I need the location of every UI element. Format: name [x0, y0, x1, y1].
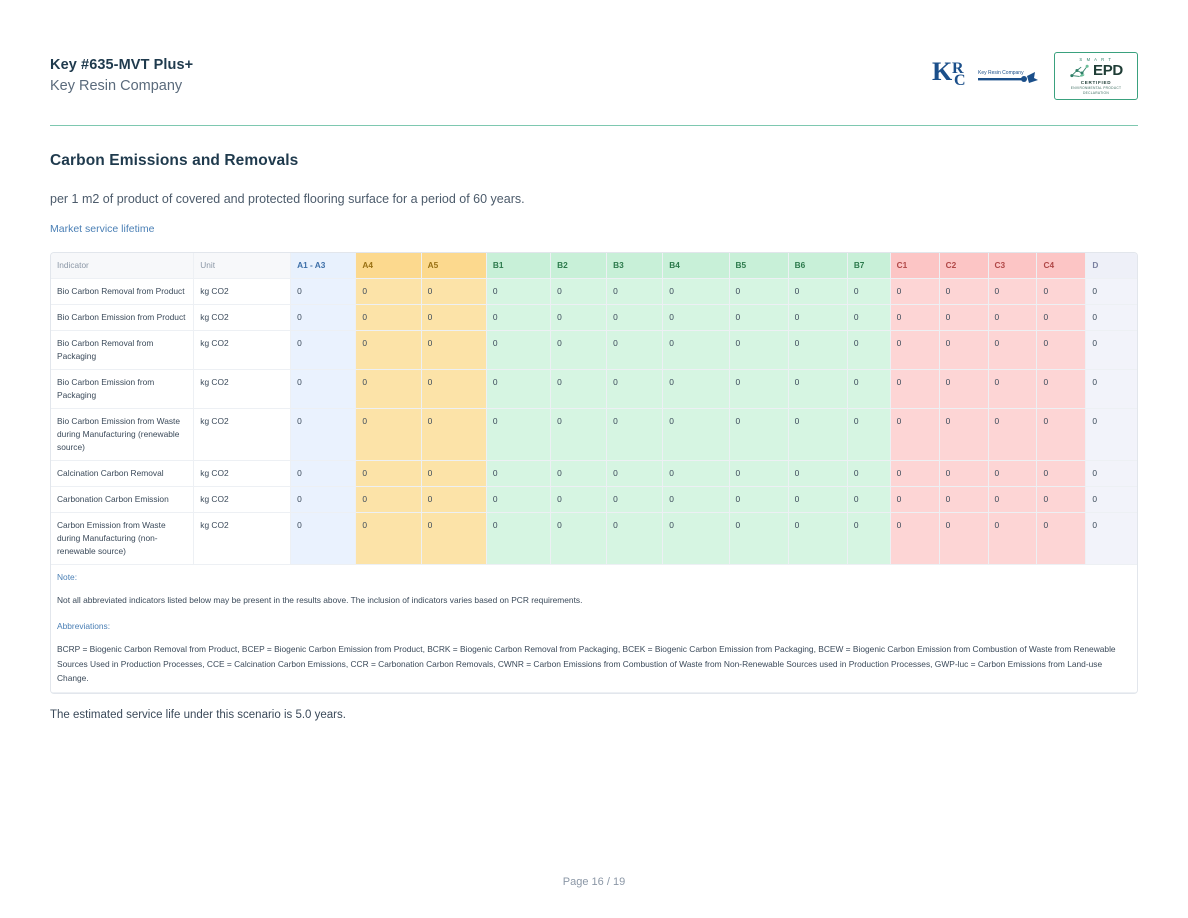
- cell-b6: 0: [788, 369, 847, 408]
- table-row: [51, 304, 1137, 330]
- table-row: [51, 278, 1137, 304]
- table-notes: [51, 565, 1137, 693]
- cell-d: 0: [1086, 330, 1137, 369]
- column-header-c1: C1: [890, 253, 939, 278]
- row-indicator: Bio Carbon Emission from Packaging: [51, 369, 194, 408]
- cell-c1: 0: [890, 330, 939, 369]
- cell-a4: 0: [356, 330, 421, 369]
- row-indicator: Bio Carbon Removal from Packaging: [51, 330, 194, 369]
- cell-b3: 0: [607, 304, 663, 330]
- row-unit: kg CO2: [194, 304, 291, 330]
- row-indicator: Bio Carbon Removal from Product: [51, 278, 194, 304]
- cell-b1: 0: [486, 278, 550, 304]
- cell-b4: 0: [663, 487, 729, 513]
- cell-b4: 0: [663, 408, 729, 460]
- row-indicator: Calcination Carbon Removal: [51, 461, 194, 487]
- column-header-a1-a3: A1 - A3: [291, 253, 356, 278]
- cell-c3: 0: [988, 408, 1037, 460]
- cell-d: 0: [1086, 369, 1137, 408]
- cell-b1: 0: [486, 487, 550, 513]
- cell-b2: 0: [551, 304, 607, 330]
- column-header-b5: B5: [729, 253, 788, 278]
- cell-b6: 0: [788, 278, 847, 304]
- svg-text:K: K: [932, 57, 953, 86]
- page-subtitle: per 1 m2 of product of covered and protected flooring surface for a period of 60 years.: [50, 192, 525, 206]
- cell-c3: 0: [988, 304, 1037, 330]
- cell-c1: 0: [890, 513, 939, 565]
- column-header-indicator: Indicator: [51, 253, 194, 278]
- row-unit: kg CO2: [194, 461, 291, 487]
- cell-b7: 0: [847, 369, 890, 408]
- column-header-b4: B4: [663, 253, 729, 278]
- cell-b7: 0: [847, 304, 890, 330]
- epd-smart-label: S M A R T: [1079, 56, 1113, 62]
- cell-b2: 0: [551, 487, 607, 513]
- column-header-d: D: [1086, 253, 1137, 278]
- cell-b6: 0: [788, 408, 847, 460]
- cell-c2: 0: [939, 330, 988, 369]
- cell-b7: 0: [847, 408, 890, 460]
- cell-d: 0: [1086, 408, 1137, 460]
- cell-a1-a3: 0: [291, 278, 356, 304]
- cell-a1-a3: 0: [291, 461, 356, 487]
- cell-a5: 0: [421, 369, 486, 408]
- epd-certified-label: CERTIFIED: [1080, 80, 1112, 86]
- cell-a4: 0: [356, 408, 421, 460]
- cell-b2: 0: [551, 461, 607, 487]
- cell-c1: 0: [890, 278, 939, 304]
- cell-c1: 0: [890, 408, 939, 460]
- column-header-a5: A5: [421, 253, 486, 278]
- cell-b2: 0: [551, 369, 607, 408]
- cell-c1: 0: [890, 487, 939, 513]
- cell-c1: 0: [890, 369, 939, 408]
- cell-c2: 0: [939, 513, 988, 565]
- cell-b3: 0: [607, 513, 663, 565]
- document-company: Key Resin Company: [50, 77, 183, 94]
- table-row: [51, 513, 1137, 565]
- cell-b4: 0: [663, 461, 729, 487]
- cell-c3: 0: [988, 330, 1037, 369]
- emissions-table-container: [50, 252, 1138, 694]
- cell-b2: 0: [551, 513, 607, 565]
- cell-c4: 0: [1037, 304, 1086, 330]
- cell-c3: 0: [988, 513, 1037, 565]
- cell-b1: 0: [486, 369, 550, 408]
- column-header-c4: C4: [1037, 253, 1086, 278]
- column-header-b2: B2: [551, 253, 607, 278]
- column-header-unit: Unit: [194, 253, 291, 278]
- row-unit: kg CO2: [194, 408, 291, 460]
- cell-a4: 0: [356, 487, 421, 513]
- cell-b3: 0: [607, 330, 663, 369]
- cell-c4: 0: [1037, 487, 1086, 513]
- svg-text:C: C: [954, 72, 966, 89]
- cell-b5: 0: [729, 369, 788, 408]
- header-logos: [930, 52, 1138, 100]
- row-unit: kg CO2: [194, 369, 291, 408]
- cell-c1: 0: [890, 304, 939, 330]
- cell-c4: 0: [1037, 278, 1086, 304]
- cell-b3: 0: [607, 369, 663, 408]
- column-header-a4: A4: [356, 253, 421, 278]
- epd-subtitle-line2: DECLARATION: [1083, 91, 1109, 96]
- cell-b4: 0: [663, 278, 729, 304]
- row-unit: kg CO2: [194, 330, 291, 369]
- cell-a4: 0: [356, 369, 421, 408]
- cell-a1-a3: 0: [291, 408, 356, 460]
- cell-b1: 0: [486, 330, 550, 369]
- emissions-table-body: [51, 278, 1137, 692]
- cell-d: 0: [1086, 304, 1137, 330]
- cell-a5: 0: [421, 304, 486, 330]
- epd-wordmark: EPD: [1093, 61, 1123, 79]
- cell-a5: 0: [421, 408, 486, 460]
- epd-subtitle-line1: ENVIRONMENTAL PRODUCT: [1070, 86, 1122, 91]
- header-titles: [50, 52, 193, 96]
- cell-b5: 0: [729, 408, 788, 460]
- column-header-c3: C3: [988, 253, 1037, 278]
- cell-a5: 0: [421, 330, 486, 369]
- row-indicator: Bio Carbon Emission from Waste during Manufacturing (renewable source): [51, 408, 194, 460]
- cell-b7: 0: [847, 330, 890, 369]
- page-number: Page 16 / 19: [562, 876, 626, 888]
- cell-b3: 0: [607, 461, 663, 487]
- cell-a1-a3: 0: [291, 330, 356, 369]
- column-header-b6: B6: [788, 253, 847, 278]
- epd-network-leaf-icon: [1069, 62, 1090, 79]
- cell-c2: 0: [939, 278, 988, 304]
- cell-a5: 0: [421, 513, 486, 565]
- cell-c2: 0: [939, 408, 988, 460]
- epd-main-row: [1069, 62, 1123, 79]
- cell-d: 0: [1086, 278, 1137, 304]
- table-row: [51, 487, 1137, 513]
- cell-c3: 0: [988, 461, 1037, 487]
- row-unit: kg CO2: [194, 278, 291, 304]
- cell-b6: 0: [788, 304, 847, 330]
- cell-b7: 0: [847, 513, 890, 565]
- cell-a4: 0: [356, 304, 421, 330]
- header-divider: [50, 125, 1138, 126]
- cell-b4: 0: [663, 513, 729, 565]
- cell-b1: 0: [486, 513, 550, 565]
- note-text: Not all abbreviated indicators listed below may be present in the results above. The inclusion of indicators varies based on PCR requirements.: [57, 595, 583, 606]
- column-header-c2: C2: [939, 253, 988, 278]
- cell-b7: 0: [847, 278, 890, 304]
- cell-a4: 0: [356, 278, 421, 304]
- cell-a5: 0: [421, 461, 486, 487]
- column-header-b1: B1: [486, 253, 550, 278]
- cell-b4: 0: [663, 369, 729, 408]
- krc-logo-icon: [930, 52, 1040, 100]
- page-content: [50, 152, 1138, 721]
- cell-d: 0: [1086, 461, 1137, 487]
- abbreviations-title: Abbreviations:: [57, 620, 111, 631]
- svg-text:Key Resin Company: Key Resin Company: [978, 70, 1024, 76]
- cell-b5: 0: [729, 487, 788, 513]
- row-indicator: Carbon Emission from Waste during Manufacturing (non-renewable source): [51, 513, 194, 565]
- cell-d: 0: [1086, 513, 1137, 565]
- cell-b4: 0: [663, 330, 729, 369]
- cell-b5: 0: [729, 513, 788, 565]
- cell-c2: 0: [939, 461, 988, 487]
- cell-c3: 0: [988, 369, 1037, 408]
- cell-b5: 0: [729, 304, 788, 330]
- column-header-b3: B3: [607, 253, 663, 278]
- cell-b3: 0: [607, 408, 663, 460]
- table-row: [51, 461, 1137, 487]
- cell-a4: 0: [356, 461, 421, 487]
- row-indicator: Carbonation Carbon Emission: [51, 487, 194, 513]
- cell-a1-a3: 0: [291, 304, 356, 330]
- cell-b2: 0: [551, 278, 607, 304]
- cell-b3: 0: [607, 487, 663, 513]
- cell-c2: 0: [939, 487, 988, 513]
- cell-b2: 0: [551, 408, 607, 460]
- row-unit: kg CO2: [194, 487, 291, 513]
- cell-a1-a3: 0: [291, 513, 356, 565]
- cell-b7: 0: [847, 487, 890, 513]
- table-row: [51, 330, 1137, 369]
- emissions-table: [51, 253, 1137, 693]
- cell-c2: 0: [939, 369, 988, 408]
- cell-b6: 0: [788, 330, 847, 369]
- cell-b5: 0: [729, 278, 788, 304]
- cell-c4: 0: [1037, 330, 1086, 369]
- svg-text:R: R: [952, 60, 964, 77]
- cell-a5: 0: [421, 487, 486, 513]
- cell-b4: 0: [663, 304, 729, 330]
- cell-c4: 0: [1037, 369, 1086, 408]
- page-header: [50, 52, 1138, 124]
- cell-a1-a3: 0: [291, 487, 356, 513]
- cell-c3: 0: [988, 487, 1037, 513]
- document-key: Key #635-MVT Plus+: [50, 57, 194, 73]
- cell-b5: 0: [729, 330, 788, 369]
- cell-b6: 0: [788, 487, 847, 513]
- cell-d: 0: [1086, 487, 1137, 513]
- emissions-table-head: [51, 253, 1137, 278]
- table-row: [51, 408, 1137, 460]
- cell-b7: 0: [847, 461, 890, 487]
- table-row: [51, 369, 1137, 408]
- cell-a1-a3: 0: [291, 369, 356, 408]
- table-notes-row: [51, 565, 1137, 693]
- note-title: Note:: [57, 572, 78, 583]
- cell-c3: 0: [988, 278, 1037, 304]
- cell-c4: 0: [1037, 461, 1086, 487]
- cell-b2: 0: [551, 330, 607, 369]
- row-indicator: Bio Carbon Emission from Product: [51, 304, 194, 330]
- cell-b3: 0: [607, 278, 663, 304]
- cell-a5: 0: [421, 278, 486, 304]
- krc-logo: [930, 52, 1040, 100]
- abbreviations-text: BCRP = Biogenic Carbon Removal from Product, BCEP = Biogenic Carbon Emission from Product, BCRK = Biogenic Carbon Removal from Packaging, BCEK = Biogenic Carbon Emission from Packaging, BCEW = Biogenic Carbon Emission from Combustion of Waste from Renewable Sources Used in Production Processes, CCE = Calcination Carbon Emissions, CCR = Carbonation Carbon Removals, CWNR = Carbon Emissions from Combustion of Waste from Non-Renewable Sources used in Production Processes, GWP-luc = Carbon Emissions from Land-use Change.: [57, 643, 1116, 684]
- column-header-b7: B7: [847, 253, 890, 278]
- scenario-label: Market service lifetime: [50, 223, 155, 235]
- row-unit: kg CO2: [194, 513, 291, 565]
- cell-c4: 0: [1037, 513, 1086, 565]
- cell-b6: 0: [788, 513, 847, 565]
- estimated-service-life: The estimated service life under this scenario is 5.0 years.: [50, 708, 346, 721]
- cell-c4: 0: [1037, 408, 1086, 460]
- page-footer: [0, 876, 1188, 888]
- cell-c1: 0: [890, 461, 939, 487]
- cell-b1: 0: [486, 461, 550, 487]
- cell-a4: 0: [356, 513, 421, 565]
- cell-b1: 0: [486, 408, 550, 460]
- cell-b5: 0: [729, 461, 788, 487]
- cell-b6: 0: [788, 461, 847, 487]
- cell-c2: 0: [939, 304, 988, 330]
- cell-b1: 0: [486, 304, 550, 330]
- emissions-header-row: [51, 253, 1137, 278]
- epd-certification-badge: [1054, 52, 1138, 100]
- page-title: Carbon Emissions and Removals: [50, 152, 299, 169]
